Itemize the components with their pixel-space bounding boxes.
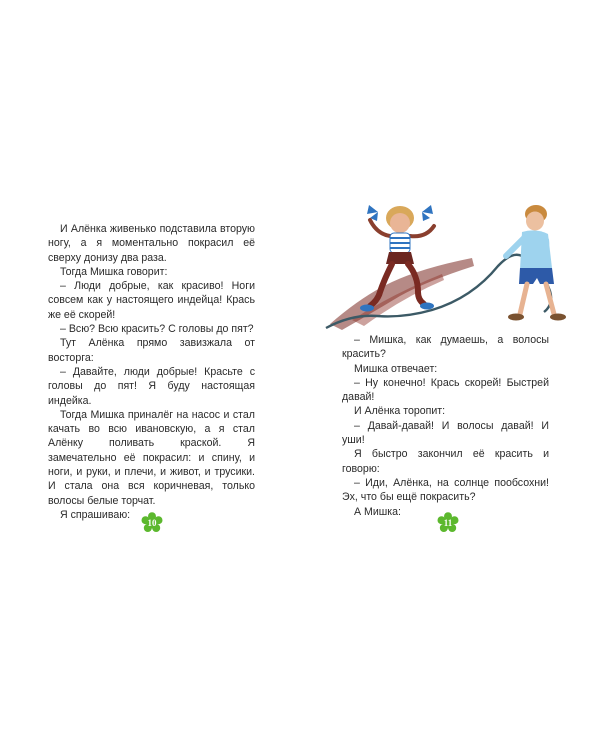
paragraph: – Давайте, люди добрые! Красьте с головы до пят! Я буду настоящая индейка. [48, 365, 255, 407]
paragraph: – Мишка, как думаешь, а волосы красить? [342, 334, 549, 361]
right-page [300, 0, 600, 750]
paragraph: Тогда Мишка говорит: [60, 265, 168, 278]
paragraph: Тут Алёнка прямо завизжала от восторга: [48, 337, 255, 364]
paragraph: – Люди добрые, как красиво! Ноги совсем как у настоящего индейца! Крась же её скорей! [48, 280, 255, 321]
paragraph: И Алёнка живенько подставила вторую ногу, а я моментально покрасил её сверху донизу два раза. [48, 223, 255, 264]
paragraph: – Всю? Всю красить? С головы до пят? [60, 323, 254, 336]
paragraph: Тогда Мишка приналёг на насос и стал качать во всю ивановскую, а я стал Алёнку поливать краской. Я замечательно её покрасил: и спину, и ноги, и руки, и плечи, и живот, и трусики. И стала она вся коричневая, только волосы белые торчат. [48, 408, 255, 507]
page-number-badge-right [437, 512, 459, 534]
children-painting-illustration [322, 196, 578, 331]
page-number: 11 [443, 518, 453, 528]
paragraph: – Давай-давай! И волосы давай! И уши! [342, 419, 549, 447]
boy-figure [506, 205, 566, 321]
page-number-badge-left [141, 512, 163, 534]
paragraph: А Мишка: [354, 505, 401, 518]
left-page-text [48, 222, 255, 522]
paragraph: И Алёнка торопит: [354, 405, 446, 418]
paragraph: Я спрашиваю: [60, 508, 131, 521]
right-page-text [342, 333, 549, 519]
paragraph: Мишка отвечает: [354, 362, 438, 375]
paragraph: – Ну конечно! Крась скорей! Быстрей давай! [342, 376, 549, 404]
paragraph: Я быстро закончил её красить и говорю: [342, 448, 549, 475]
paragraph: – Иди, Алёнка, на солнце пообсохни! Эх, что бы ещё покрасить? [342, 476, 549, 504]
page-number: 10 [147, 518, 157, 528]
